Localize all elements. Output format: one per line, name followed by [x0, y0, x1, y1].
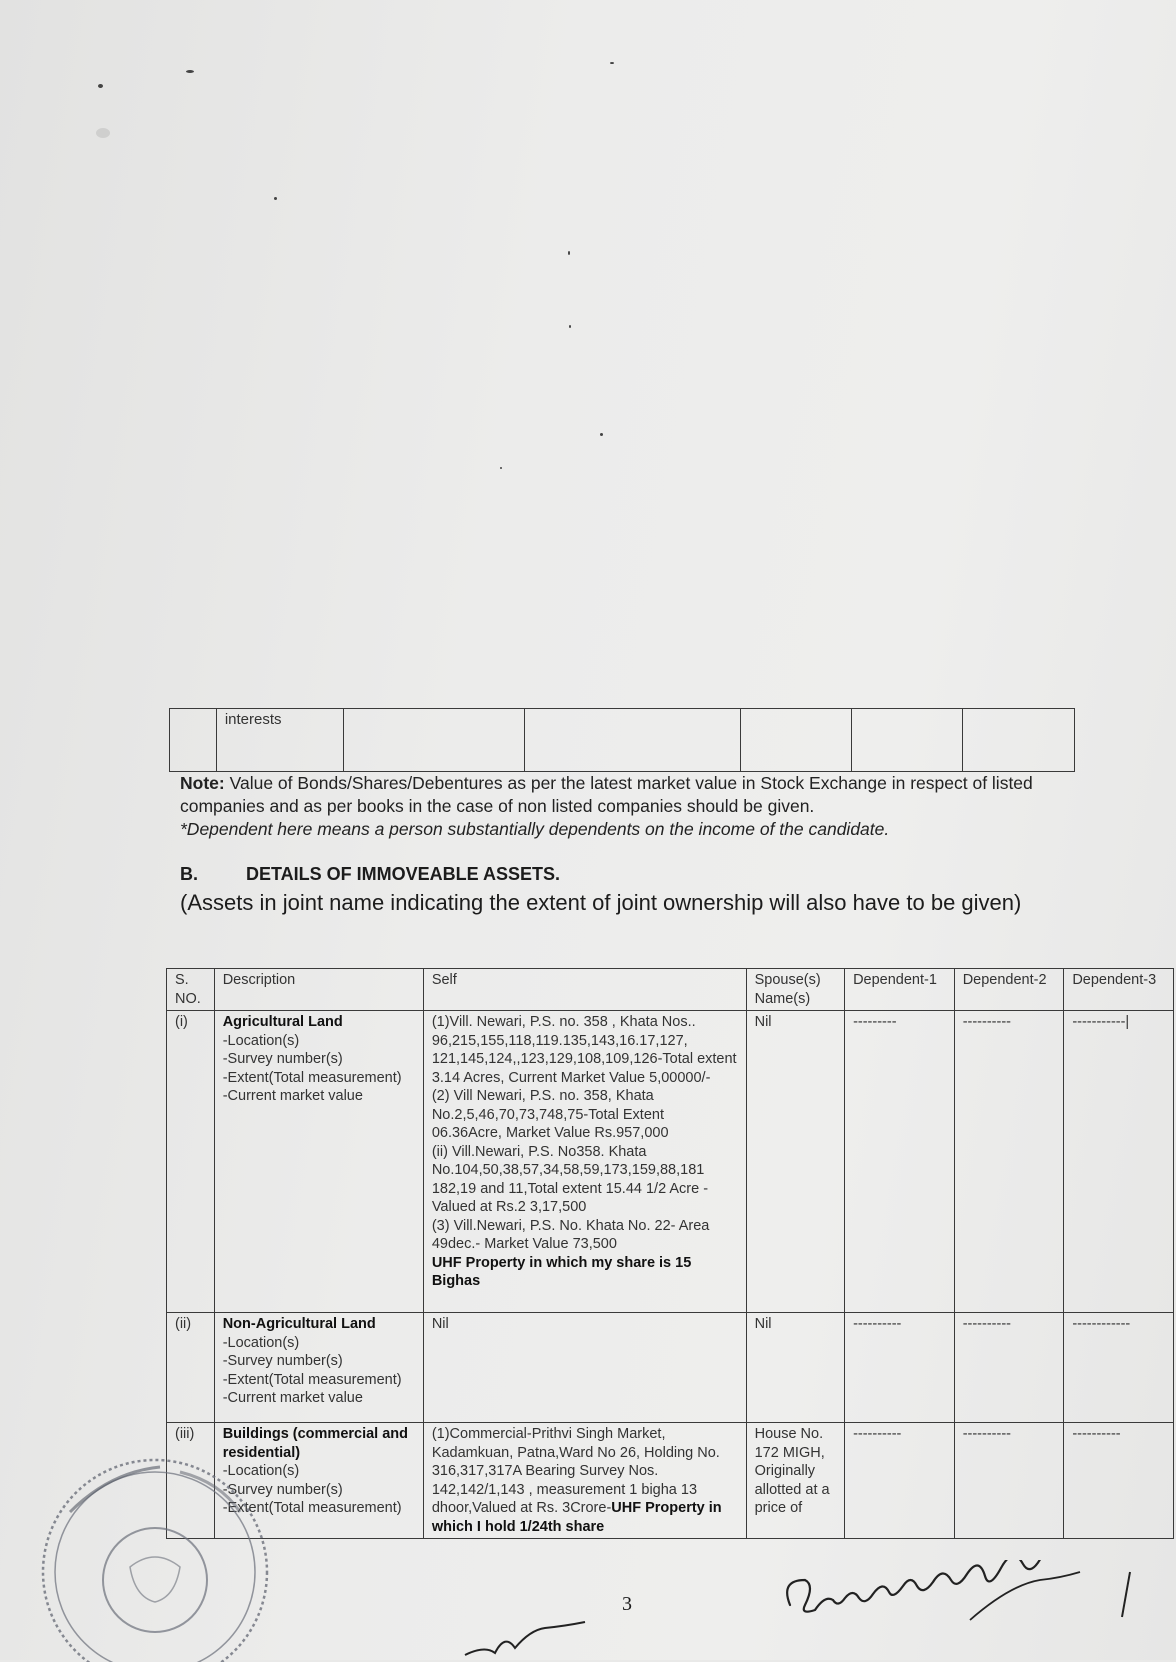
section-letter: B. [180, 864, 198, 884]
page-number: 3 [622, 1593, 632, 1615]
field-label: -Current market value [222, 1390, 363, 1406]
field-label: -Current market value [222, 1088, 363, 1104]
table-cell [963, 709, 1075, 772]
note-text: Value of Bonds/Shares/Debentures as per the latest market value in Stock Exchange in respect of listed companies and as per books in the case of non listed companies should be given. [180, 773, 1033, 816]
field-label: -Survey number(s) [222, 1353, 343, 1369]
row-label: interests [224, 711, 282, 728]
candidate-signature [770, 1560, 1160, 1630]
table-row [167, 1313, 1174, 1423]
row-dependent-1: --------- [845, 1011, 955, 1313]
field-label: -Survey number(s) [222, 1051, 343, 1067]
row-description [214, 1011, 423, 1313]
row-title: Buildings (commercial and residential) [222, 1426, 409, 1461]
table-cell [343, 709, 524, 772]
investments-table-tail [169, 708, 1075, 772]
self-entry: (1)Vill. Newari, P.S. no. 358 , Khata Nos.. 96,215,155,118,119.135,143,16.17,127, 121,145,124,,123,129,108,109,126-Total extent 3.14 Acres, Current Market Value 5,00000/- [431, 1014, 737, 1086]
section-title: DETAILS OF IMMOVEABLE ASSETS. [246, 864, 561, 884]
row-title: Non-Agricultural Land [222, 1316, 376, 1332]
row-self [423, 1011, 746, 1313]
table-cell [170, 709, 217, 772]
self-entry: (2) Vill Newari, P.S. no. 358, Khata No.2,5,46,70,73,748,75-Total Extent 06.36Acre, Market Value Rs.957,000 [431, 1088, 669, 1141]
row-spouse: Nil [746, 1011, 844, 1313]
header-sno: S. NO. [167, 969, 215, 1011]
row-dependent-3: -----------| [1064, 1011, 1174, 1313]
scan-speck [569, 325, 571, 328]
table-row [167, 1011, 1174, 1313]
table-header-row [167, 969, 1174, 1011]
scan-speck [96, 128, 110, 138]
self-share-note: UHF Property in which my share is 15 Bighas [431, 1254, 692, 1289]
self-entry: (ii) Vill.Newari, P.S. No358. Khata No.104,50,38,57,34,58,59,173,159,88,181 182,19 and 11,Total extent 15.44 1/2 Acre - Valued at Rs.2 3,17,500 [431, 1143, 709, 1215]
table-cell [852, 709, 963, 772]
header-self: Self [423, 969, 746, 1011]
note-paragraph [180, 772, 1080, 841]
row-dependent-3: ---------- [1064, 1423, 1174, 1539]
row-self [423, 1423, 746, 1539]
header-dependent-1: Dependent-1 [845, 969, 955, 1011]
row-dependent-3: ------------ [1064, 1313, 1174, 1423]
official-seal-stamp [30, 1452, 280, 1662]
field-label: -Extent(Total measurement) [222, 1500, 402, 1516]
note-label: Note: [180, 773, 225, 793]
row-dependent-1: ---------- [845, 1423, 955, 1539]
scan-speck [610, 62, 614, 64]
row-sno: (iii) [167, 1423, 215, 1539]
header-spouse: Spouse(s) Name(s) [746, 969, 844, 1011]
table-cell [740, 709, 851, 772]
field-label: -Location(s) [222, 1334, 300, 1351]
row-description [214, 1313, 423, 1423]
self-share-note: UHF Property in which I hold 1/24th share [431, 1500, 722, 1535]
field-label: -Location(s) [222, 1463, 300, 1479]
initials-mark [460, 1620, 590, 1660]
scan-speck [274, 197, 277, 200]
header-dependent-2: Dependent-2 [954, 969, 1064, 1011]
table-row [167, 1423, 1174, 1539]
dependent-definition: *Dependent here means a person substantially dependents on the income of the candidate. [180, 819, 890, 839]
row-title: Agricultural Land [222, 1014, 343, 1030]
scan-speck [568, 251, 570, 255]
self-entry: (3) Vill.Newari, P.S. No. Khata No. 22- Area 49dec.- Market Value 73,500 [431, 1217, 710, 1252]
row-dependent-2: ---------- [954, 1313, 1064, 1423]
row-dependent-1: ---------- [845, 1313, 955, 1423]
row-self: Nil [423, 1313, 746, 1423]
header-description: Description [214, 969, 423, 1011]
scan-speck [186, 70, 194, 73]
table-cell [524, 709, 740, 772]
row-dependent-2: ---------- [954, 1011, 1064, 1313]
header-dependent-3: Dependent-3 [1064, 969, 1174, 1011]
row-dependent-2: ---------- [954, 1423, 1064, 1539]
table-cell [216, 709, 343, 772]
field-label: -Survey number(s) [222, 1481, 343, 1498]
row-sno: (ii) [167, 1313, 215, 1423]
self-entry: (1)Commercial-Prithvi Singh Market, Kadamkuan, Patna,Ward No 26, Holding No. 316,317,317A Bearing Survey Nos. 142,142/1,143 , measurement 1 bigha 13 dhoor,Valued at Rs. 3Crore- [431, 1426, 720, 1516]
field-label: -Extent(Total measurement) [222, 1069, 402, 1086]
section-heading [180, 864, 560, 885]
section-subtitle: (Assets in joint name indicating the extent of joint ownership will also have to be given) [180, 890, 1022, 915]
row-spouse: Nil [746, 1313, 844, 1423]
scan-speck [500, 467, 502, 469]
field-label: -Location(s) [222, 1032, 300, 1049]
field-label: -Extent(Total measurement) [222, 1371, 402, 1388]
row-sno: (i) [167, 1011, 215, 1313]
scan-speck [98, 84, 103, 88]
row-spouse: House No. 172 MIGH, Originally allotted at a price of [746, 1423, 844, 1539]
scan-speck [600, 433, 603, 436]
immovable-assets-table [166, 968, 1174, 1539]
